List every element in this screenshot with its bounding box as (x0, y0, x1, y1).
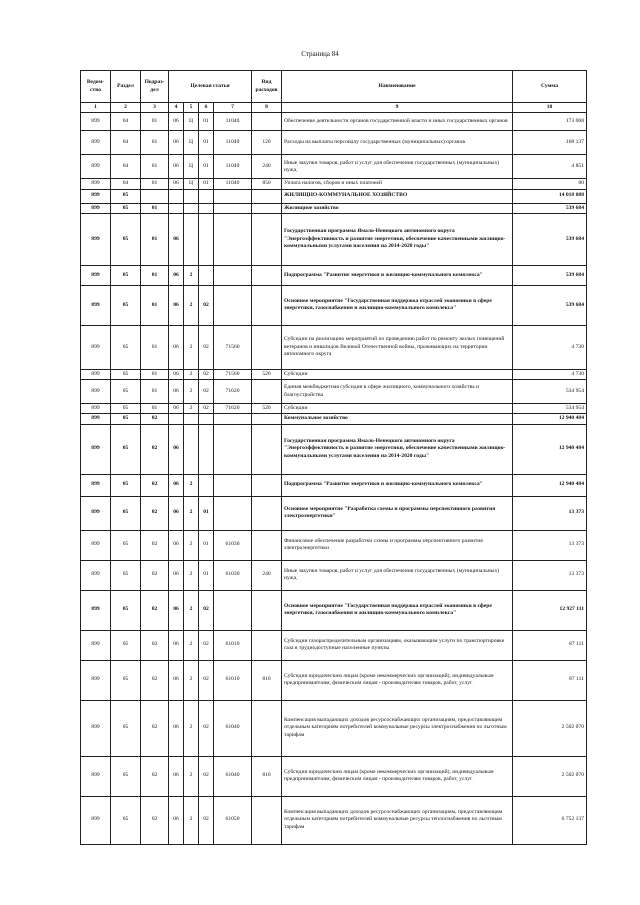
cell-razdel: 05 (111, 560, 141, 590)
cell-target-2: 2 (184, 590, 199, 630)
cell-sum: 12 940 484 (513, 474, 587, 496)
cell-razdel: 05 (111, 325, 141, 369)
cell-vedomstvo: 899 (81, 325, 111, 369)
cell-razdel: 05 (111, 380, 141, 404)
cell-vid (252, 325, 282, 369)
cell-podrazdel: 02 (141, 414, 169, 424)
cell-target-1: 06 (169, 265, 184, 285)
cell-razdel: 05 (111, 796, 141, 844)
table-row (81, 414, 587, 424)
table-row (81, 700, 587, 756)
cell-vid: 810 (252, 756, 282, 796)
cell-razdel: 05 (111, 474, 141, 496)
col-number: 5 (184, 103, 199, 113)
cell-vid (252, 796, 282, 844)
table-row (81, 113, 587, 131)
cell-target-2: 2 (184, 265, 199, 285)
cell-razdel: 05 (111, 700, 141, 756)
cell-name: Коммунальное хозяйство (282, 414, 513, 424)
cell-target-4: 61010 (214, 630, 252, 660)
cell-target-1: 06 (169, 496, 184, 530)
cell-name: Компенсация выпадающих доходов ресурсоснабжающих организациям, предоставляющим отдельным категориям потребителей коммунальные ресурсы электроснабжения по льготным тарифам (282, 700, 513, 756)
cell-target-3 (199, 265, 214, 285)
cell-target-4: 61040 (214, 700, 252, 756)
cell-target-2 (184, 189, 199, 203)
cell-razdel: 05 (111, 369, 141, 379)
cell-target-1 (169, 189, 184, 203)
cell-name: Субсидии юридическим лицам (кроме некоммерческих организаций), индивидуальным предпринимателям, физическим лицам - производителям товаров, работ, услуг (282, 756, 513, 796)
cell-name: Единая межбюджетная субсидия в сфере жилищного, коммунального хозяйства и благоустройства (282, 380, 513, 404)
cell-target-1: 06 (169, 155, 184, 179)
cell-name: Государственная программа Ямало-Ненецкого автономного округа "Энергоэффективность и развитие энергетики, обеспечение качественными жилищно-коммунальными услугами населения на 2014-2020 годы" (282, 424, 513, 474)
cell-target-2: 2 (184, 496, 199, 530)
cell-target-2: 2 (184, 756, 199, 796)
cell-podrazdel: 02 (141, 756, 169, 796)
cell-razdel: 05 (111, 630, 141, 660)
table-row (81, 756, 587, 796)
cell-podrazdel: 01 (141, 213, 169, 265)
cell-podrazdel: 02 (141, 660, 169, 700)
cell-razdel: 05 (111, 660, 141, 700)
cell-name: Субсидии на реализацию мероприятий по проведению работ по ремонту жилых помещений ветеранов и инвалидов Великой Отечественной войны, проживающих на территории автономного округа (282, 325, 513, 369)
cell-target-4: 11040 (214, 179, 252, 189)
col-number: 6 (199, 103, 214, 113)
table-row (81, 424, 587, 474)
cell-name: Расходы на выплаты персоналу государственных (муниципальных) органов (282, 131, 513, 155)
cell-vedomstvo: 899 (81, 213, 111, 265)
cell-target-1: 06 (169, 560, 184, 590)
cell-name: Иные закупки товаров, работ и услуг для обеспечения государственных (муниципальных) нужд (282, 560, 513, 590)
cell-target-3 (199, 414, 214, 424)
cell-vid (252, 414, 282, 424)
cell-target-4 (214, 189, 252, 203)
cell-target-4: 71560 (214, 325, 252, 369)
cell-sum: 13 373 (513, 560, 587, 590)
cell-podrazdel: 01 (141, 325, 169, 369)
cell-sum: 534 954 (513, 404, 587, 414)
cell-target-2: 2 (184, 474, 199, 496)
cell-target-3: 01 (199, 131, 214, 155)
table-row (81, 155, 587, 179)
table-row (81, 474, 587, 496)
cell-target-3: 02 (199, 756, 214, 796)
header-podrazdel: Подраз-дел (141, 71, 169, 103)
cell-name: Финансовое обеспечение разработки схемы и программы перспективного развития электроэнергетики (282, 530, 513, 560)
cell-target-4: 71620 (214, 380, 252, 404)
cell-vid: 520 (252, 369, 282, 379)
cell-target-3: 02 (199, 796, 214, 844)
table-row (81, 189, 587, 203)
cell-podrazdel (141, 189, 169, 203)
cell-target-1: 06 (169, 756, 184, 796)
cell-target-4: 61050 (214, 796, 252, 844)
cell-razdel: 05 (111, 424, 141, 474)
cell-target-3 (199, 474, 214, 496)
cell-podrazdel: 02 (141, 796, 169, 844)
cell-vid: 120 (252, 131, 282, 155)
header-target: Целевая статья (169, 71, 252, 103)
col-number: 8 (252, 103, 282, 113)
cell-target-3: 02 (199, 285, 214, 325)
cell-target-3: 01 (199, 496, 214, 530)
cell-name: ЖИЛИЩНО-КОММУНАЛЬНОЕ ХОЗЯЙСТВО (282, 189, 513, 203)
cell-vid: 810 (252, 660, 282, 700)
table-row (81, 660, 587, 700)
cell-vid (252, 265, 282, 285)
cell-target-2 (184, 203, 199, 213)
cell-target-1: 06 (169, 369, 184, 379)
cell-vedomstvo: 899 (81, 113, 111, 131)
cell-target-1: 06 (169, 285, 184, 325)
cell-podrazdel: 01 (141, 265, 169, 285)
cell-sum: 13 373 (513, 496, 587, 530)
cell-target-1: 06 (169, 424, 184, 474)
cell-target-2: Ц (184, 179, 199, 189)
cell-vid (252, 213, 282, 265)
cell-sum: 539 684 (513, 203, 587, 213)
cell-target-2: Ц (184, 131, 199, 155)
cell-sum: 539 684 (513, 213, 587, 265)
cell-target-1: 06 (169, 474, 184, 496)
table-row (81, 131, 587, 155)
table-row (81, 630, 587, 660)
cell-target-4: 11040 (214, 155, 252, 179)
cell-name: Жилищное хозяйство (282, 203, 513, 213)
cell-target-2: 2 (184, 404, 199, 414)
cell-podrazdel: 02 (141, 496, 169, 530)
cell-sum: 168 137 (513, 131, 587, 155)
cell-target-4: 11040 (214, 131, 252, 155)
cell-target-2: Ц (184, 113, 199, 131)
cell-vedomstvo: 899 (81, 630, 111, 660)
table-row (81, 369, 587, 379)
cell-target-3 (199, 213, 214, 265)
cell-razdel: 05 (111, 189, 141, 203)
cell-razdel: 05 (111, 756, 141, 796)
cell-target-3: 02 (199, 630, 214, 660)
header-name: Наименование (282, 71, 513, 103)
cell-vedomstvo: 899 (81, 265, 111, 285)
cell-sum: 173 068 (513, 113, 587, 131)
cell-sum: 539 684 (513, 285, 587, 325)
cell-podrazdel: 02 (141, 530, 169, 560)
cell-vedomstvo: 899 (81, 404, 111, 414)
cell-name: Государственная программа Ямало-Ненецкого автономного округа "Энергоэффективность и развитие энергетики, обеспечение качественными жилищно-коммунальными услугами населения на 2014-2020 годы" (282, 213, 513, 265)
table-row (81, 496, 587, 530)
cell-target-3 (199, 189, 214, 203)
cell-vid (252, 474, 282, 496)
cell-name: Уплата налогов, сборов и иных платежей (282, 179, 513, 189)
table-row (81, 380, 587, 404)
cell-podrazdel: 02 (141, 590, 169, 630)
cell-sum: 4 851 (513, 155, 587, 179)
cell-target-1: 06 (169, 213, 184, 265)
cell-target-1: 06 (169, 325, 184, 369)
cell-razdel: 05 (111, 530, 141, 560)
cell-name: Субсидии юридическим лицам (кроме некоммерческих организаций), индивидуальным предпринимателям, физическим лицам - производителям товаров, работ, услуг (282, 660, 513, 700)
cell-vedomstvo: 899 (81, 560, 111, 590)
cell-target-4: 11040 (214, 113, 252, 131)
cell-razdel: 05 (111, 213, 141, 265)
cell-podrazdel: 02 (141, 474, 169, 496)
cell-vid (252, 630, 282, 660)
cell-target-1: 06 (169, 131, 184, 155)
cell-target-4 (214, 496, 252, 530)
table-row (81, 590, 587, 630)
cell-razdel: 04 (111, 155, 141, 179)
cell-target-3: 01 (199, 530, 214, 560)
col-number: 9 (282, 103, 513, 113)
cell-target-2: 2 (184, 380, 199, 404)
cell-target-3 (199, 203, 214, 213)
cell-target-2: 2 (184, 325, 199, 369)
table-row (81, 203, 587, 213)
cell-target-4: 71620 (214, 404, 252, 414)
cell-target-1: 06 (169, 113, 184, 131)
cell-razdel: 04 (111, 113, 141, 131)
cell-target-1: 06 (169, 590, 184, 630)
cell-name: Основное мероприятие "Разработка схемы и программы перспективного развития электроэнергетики" (282, 496, 513, 530)
cell-target-3: 02 (199, 325, 214, 369)
cell-razdel: 05 (111, 404, 141, 414)
cell-podrazdel: 01 (141, 404, 169, 414)
cell-sum: 87 111 (513, 660, 587, 700)
cell-name: Иные закупки товаров, работ и услуг для обеспечения государственных (муниципальных) нужд (282, 155, 513, 179)
cell-target-4 (214, 414, 252, 424)
cell-vedomstvo: 899 (81, 700, 111, 756)
table-row (81, 530, 587, 560)
header-vid: Вид расходов (252, 71, 282, 103)
cell-target-3: 02 (199, 660, 214, 700)
cell-target-4 (214, 213, 252, 265)
cell-target-1: 06 (169, 660, 184, 700)
column-number-row (81, 103, 587, 113)
cell-name: Субсидии (282, 404, 513, 414)
header-sum: Сумма (513, 71, 587, 103)
cell-sum: 539 684 (513, 265, 587, 285)
cell-vedomstvo: 899 (81, 285, 111, 325)
cell-vedomstvo: 899 (81, 203, 111, 213)
cell-target-1: 06 (169, 530, 184, 560)
table-row (81, 325, 587, 369)
cell-target-1 (169, 203, 184, 213)
cell-sum: 534 954 (513, 380, 587, 404)
cell-target-4: 61010 (214, 660, 252, 700)
cell-name: Основное мероприятие "Государственная поддержка отраслей экономики в сфере энергетики, газоснабжения и жилищно-коммунального комплекса" (282, 285, 513, 325)
cell-target-2: 2 (184, 285, 199, 325)
cell-vedomstvo: 899 (81, 380, 111, 404)
cell-target-1: 06 (169, 404, 184, 414)
cell-target-4: 61040 (214, 756, 252, 796)
cell-target-2: 2 (184, 530, 199, 560)
cell-vedomstvo: 899 (81, 424, 111, 474)
cell-vid (252, 203, 282, 213)
header-vedomstvo: Ведом-ство (81, 71, 111, 103)
cell-vedomstvo: 899 (81, 189, 111, 203)
page-title: Страница 84 (301, 50, 339, 58)
cell-podrazdel: 02 (141, 424, 169, 474)
budget-table (80, 70, 587, 845)
header-razdel: Раздел (111, 71, 141, 103)
table-row (81, 796, 587, 844)
cell-target-3: 01 (199, 113, 214, 131)
cell-target-2: 2 (184, 660, 199, 700)
table-row (81, 560, 587, 590)
cell-podrazdel: 02 (141, 560, 169, 590)
cell-podrazdel: 01 (141, 285, 169, 325)
cell-vid: 240 (252, 560, 282, 590)
cell-sum: 80 (513, 179, 587, 189)
cell-target-1 (169, 414, 184, 424)
cell-sum: 12 927 111 (513, 590, 587, 630)
cell-name: Субсидии газораспределительным организациям, оказывающим услуги по транспортировке газа в труднодоступные населенные пункты (282, 630, 513, 660)
cell-sum: 6 752 137 (513, 796, 587, 844)
cell-razdel: 05 (111, 265, 141, 285)
cell-name: Основное мероприятие "Государственная поддержка отраслей экономики в сфере энергетики, газоснабжения и жилищно-коммунального комплекса" (282, 590, 513, 630)
cell-razdel: 04 (111, 131, 141, 155)
cell-name: Субсидии (282, 369, 513, 379)
cell-target-3: 02 (199, 404, 214, 414)
cell-razdel: 05 (111, 414, 141, 424)
col-number: 3 (141, 103, 169, 113)
cell-podrazdel: 01 (141, 131, 169, 155)
cell-target-2: 2 (184, 369, 199, 379)
cell-razdel: 05 (111, 285, 141, 325)
cell-target-3 (199, 424, 214, 474)
table-row (81, 285, 587, 325)
cell-target-4 (214, 203, 252, 213)
cell-vedomstvo: 899 (81, 414, 111, 424)
cell-razdel: 05 (111, 203, 141, 213)
table-row (81, 179, 587, 189)
table-row (81, 265, 587, 285)
table-row (81, 404, 587, 414)
cell-vedomstvo: 899 (81, 179, 111, 189)
cell-vedomstvo: 899 (81, 369, 111, 379)
cell-sum: 2 502 070 (513, 756, 587, 796)
cell-target-4 (214, 424, 252, 474)
cell-target-2: Ц (184, 155, 199, 179)
cell-podrazdel: 01 (141, 155, 169, 179)
cell-vedomstvo: 899 (81, 590, 111, 630)
cell-vid (252, 424, 282, 474)
cell-target-2 (184, 414, 199, 424)
cell-vid (252, 285, 282, 325)
cell-target-3: 01 (199, 155, 214, 179)
cell-target-3: 01 (199, 560, 214, 590)
cell-vid (252, 530, 282, 560)
cell-target-1: 06 (169, 380, 184, 404)
cell-target-2 (184, 213, 199, 265)
col-number: 1 (81, 103, 111, 113)
cell-vid: 240 (252, 155, 282, 179)
cell-vid (252, 380, 282, 404)
cell-podrazdel: 01 (141, 369, 169, 379)
cell-vid (252, 700, 282, 756)
cell-vedomstvo: 899 (81, 474, 111, 496)
cell-target-1: 06 (169, 796, 184, 844)
cell-vedomstvo: 899 (81, 660, 111, 700)
cell-podrazdel: 01 (141, 203, 169, 213)
cell-sum: 2 502 070 (513, 700, 587, 756)
cell-target-4: 61030 (214, 560, 252, 590)
cell-sum: 87 111 (513, 630, 587, 660)
cell-vedomstvo: 899 (81, 131, 111, 155)
cell-target-4 (214, 285, 252, 325)
cell-name: Подпрограмма "Развитие энергетики и жилищно-коммунального комплекса" (282, 474, 513, 496)
cell-target-1: 06 (169, 700, 184, 756)
cell-target-2: 2 (184, 630, 199, 660)
cell-vid: 520 (252, 404, 282, 414)
cell-sum: 4 730 (513, 369, 587, 379)
cell-vid (252, 590, 282, 630)
cell-razdel: 04 (111, 179, 141, 189)
cell-vedomstvo: 899 (81, 530, 111, 560)
cell-vedomstvo: 899 (81, 756, 111, 796)
col-number: 7 (214, 103, 252, 113)
cell-podrazdel: 02 (141, 630, 169, 660)
cell-target-2: 2 (184, 560, 199, 590)
cell-target-2: 2 (184, 796, 199, 844)
cell-podrazdel: 01 (141, 380, 169, 404)
col-number: 4 (169, 103, 184, 113)
cell-vedomstvo: 899 (81, 496, 111, 530)
col-number: 2 (111, 103, 141, 113)
cell-sum: 12 940 484 (513, 424, 587, 474)
cell-podrazdel: 02 (141, 700, 169, 756)
cell-target-3: 02 (199, 590, 214, 630)
cell-name: Обеспечение деятельности органов государственной власти и иных государственных органов (282, 113, 513, 131)
cell-name: Подпрограмма "Развитие энергетики и жилищно-коммунального комплекса" (282, 265, 513, 285)
cell-target-4 (214, 474, 252, 496)
cell-vid: 850 (252, 179, 282, 189)
cell-podrazdel: 01 (141, 113, 169, 131)
cell-sum: 4 730 (513, 325, 587, 369)
header-row (81, 71, 587, 103)
cell-target-3: 01 (199, 179, 214, 189)
cell-target-1: 06 (169, 179, 184, 189)
cell-target-4 (214, 265, 252, 285)
cell-target-4 (214, 590, 252, 630)
cell-vedomstvo: 899 (81, 155, 111, 179)
cell-razdel: 05 (111, 496, 141, 530)
cell-razdel: 05 (111, 590, 141, 630)
cell-vid (252, 113, 282, 131)
cell-target-4: 71560 (214, 369, 252, 379)
cell-target-2: 2 (184, 700, 199, 756)
cell-sum: 12 940 484 (513, 414, 587, 424)
col-number: 10 (513, 103, 587, 113)
cell-target-4: 61030 (214, 530, 252, 560)
cell-sum: 13 373 (513, 530, 587, 560)
cell-vid (252, 496, 282, 530)
cell-target-2 (184, 424, 199, 474)
cell-vedomstvo: 899 (81, 796, 111, 844)
cell-target-3: 02 (199, 700, 214, 756)
table-row (81, 213, 587, 265)
cell-target-3: 02 (199, 369, 214, 379)
cell-target-3: 02 (199, 380, 214, 404)
cell-podrazdel: 01 (141, 179, 169, 189)
cell-target-1: 06 (169, 630, 184, 660)
cell-name: Компенсация выпадающих доходов ресурсоснабжающих организациям, предоставляющим отдельным категориям потребителей коммунальные ресурсы теплоснабжения по льготным тарифам (282, 796, 513, 844)
cell-sum: 14 018 088 (513, 189, 587, 203)
cell-vid (252, 189, 282, 203)
